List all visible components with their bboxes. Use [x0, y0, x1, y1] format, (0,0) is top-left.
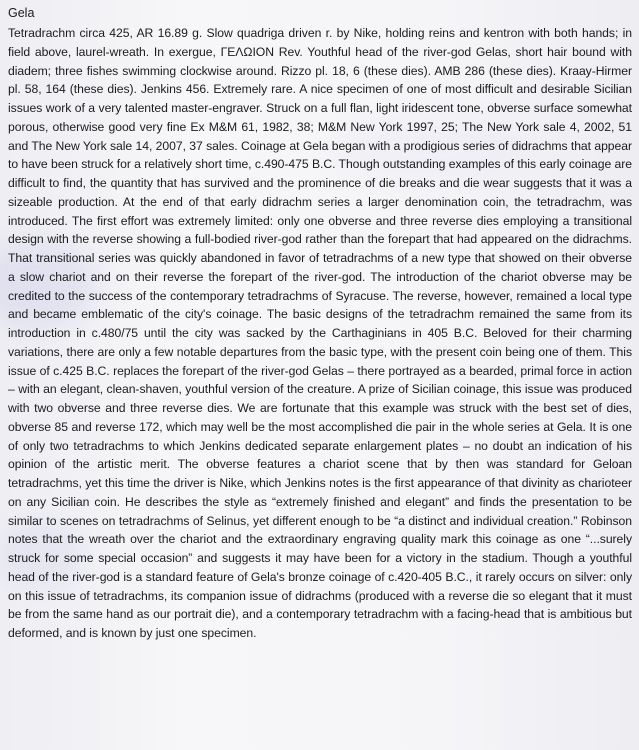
- entry-description: Tetradrachm circa 425, AR 16.89 g. Slow quadriga driven r. by Nike, holding reins and kentron with both hands; in field above, laurel-wreath. In exergue, ΓΕΛΩΙΟΝ Rev. Youthful head of the river-god Gelas, short hair bound with diadem; three fishes swimming clockwise around. Rizzo pl. 18, 6 (these dies). AMB 286 (these dies). Kraay-Hirmer pl. 58, 164 (these dies). Jenkins 456. Extremely rare. A nice specimen of one of most difficult and desirable Sicilian issues work of a very talented master-engraver. Struck on a full flan, light iridescent tone, obverse surface somewhat porous, otherwise good very fine Ex M&M 61, 1982, 38; M&M New York 1997, 25; The New York sale 4, 2002, 51 and The New York sale 14, 2007, 37 sales. Coinage at Gela began with a prodigious series of didrachms that appear to have been struck for a relatively short time, c.490-475 B.C. Though outstanding examples of this early coinage are difficult to find, the quantity that has survived and the prominence of die breaks and die wear suggests that it was a sizeable production. At the end of that early didrachm series a larger denomination coin, the tetradrachm, was introduced. The first effort was extremely limited: only one obverse and three reverse dies employing a transitional design with the reverse showing a full-bodied river-god rather than the forepart that had appeared on the didrachms. That transitional series was quickly abandoned in favor of tetradrachms of a new type that showed on their obverse a slow chariot and on their reverse the forepart of the river-god. The introduction of the chariot obverse may be credited to the success of the contemporary tetradrachms of Syracuse. The reverse, however, remained a local type and became emblematic of the city's coinage. The basic designs of the tetradrachm remained the same from its introduction in c.480/75 until the city was sacked by the Carthaginians in 405 B.C. Beloved for their charming variations, there are only a few notable departures from the basic type, with the present coin being one of them. This issue of c.425 B.C. replaces the forepart of the river-god Gelas – there portrayed as a bearded, primal force in action – with an elegant, clean-shaven, youthful version of the creature. A prize of Sicilian coinage, this issue was produced with two obverse and three reverse dies. We are fortunate that this example was struck with the best set of dies, obverse 85 and reverse 172, which may well be the most accomplished die pair in the whole series at Gela. It is one of only two tetradrachms to which Jenkins dedicated separate enlargement plates – no doubt an indication of his opinion of the artistic merit. The obverse features a chariot scene that by then was standard for Geloan tetradrachms, yet this time the driver is Nike, which Jenkins notes is the first appearance of that divinity as charioteer on any Sicilian coin. He describes the style as “extremely finished and elegant” and finds the presentation to be similar to scenes on tetradrachms of Selinus, yet different enough to be “a distinct and individual creation.” Robinson notes that the wreath over the chariot and the extraordinary engraving quality mark this coinage as one “...surely struck for some special occasion” and suggests it may have been for a victory in the stadium. Though a youthful head of the river-god is a standard feature of Gela's bronze coinage of c.420-405 B.C., it rarely occurs on silver: only on this issue of tetradrachms, its companion issue of didrachms (produced with a reverse die so elegant that it must be from the same hand as our portrait die), and a contemporary tetradrachm with a facing-head that is ambitious but deformed, and is known by just one specimen.: [8, 26, 632, 640]
- catalogue-entry: [8, 4, 632, 643]
- entry-heading: Gela: [8, 6, 35, 20]
